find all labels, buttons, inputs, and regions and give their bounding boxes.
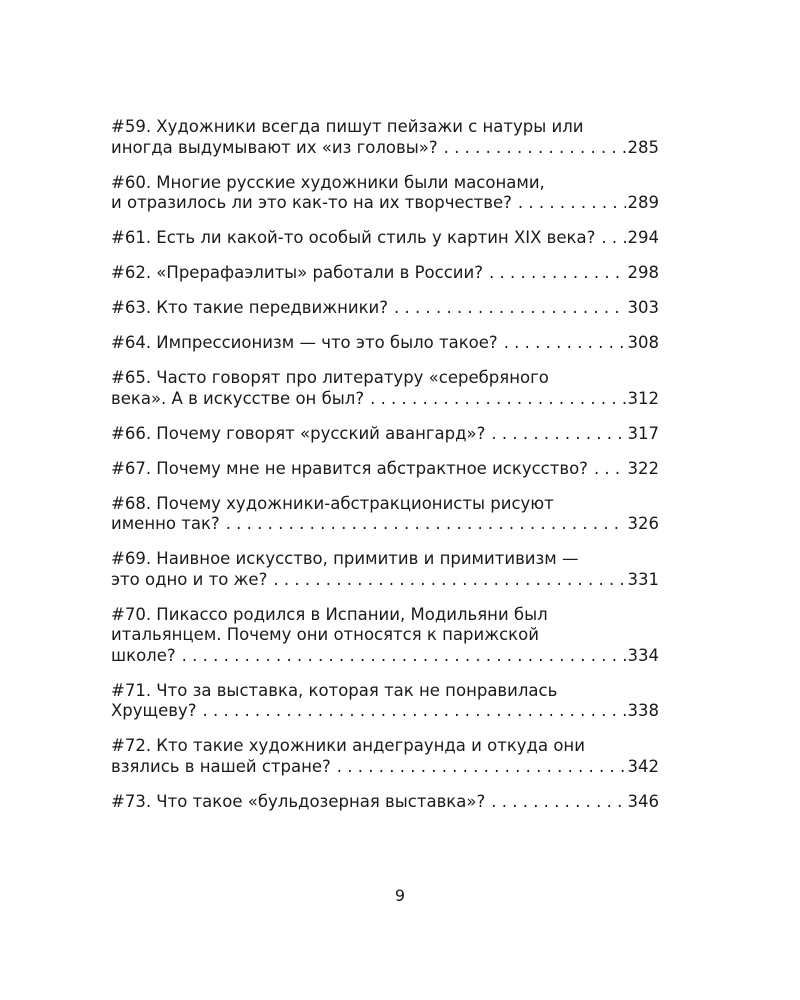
toc-entry[interactable] xyxy=(111,459,659,480)
toc-entry-title: итальянцем. Почему они относятся к парижской xyxy=(111,625,539,644)
toc-entry-line xyxy=(111,625,659,646)
toc-page-number: 289 xyxy=(627,193,659,212)
toc-entry-line xyxy=(111,228,659,249)
table-of-contents xyxy=(111,117,659,827)
toc-entry-line xyxy=(111,459,659,480)
toc-page-number: 312 xyxy=(627,388,659,408)
toc-entry-line xyxy=(111,570,659,591)
toc-entry-line xyxy=(111,757,659,778)
toc-entry-line xyxy=(111,514,659,535)
toc-entry-title: иногда выдумывают их «из головы»? xyxy=(111,137,438,157)
toc-page-number: 303 xyxy=(627,298,659,317)
toc-entry[interactable] xyxy=(111,228,659,249)
toc-entry-title: века». А в искусстве он был? xyxy=(111,388,365,408)
toc-entry-line xyxy=(111,681,659,702)
toc-entry-title: #62. «Прерафаэлиты» работали в России? xyxy=(111,263,483,282)
dot-leader xyxy=(588,459,626,480)
page-number: 9 xyxy=(394,886,406,905)
toc-entry-title: #64. Импрессионизм — что это было такое? xyxy=(111,333,498,352)
toc-entry-line xyxy=(111,736,659,757)
toc-entry-line xyxy=(111,605,659,626)
dot-leader xyxy=(438,138,626,159)
dot-leader xyxy=(485,424,625,445)
dot-leader xyxy=(485,792,625,813)
toc-entry[interactable] xyxy=(111,424,659,445)
toc-page-number: 298 xyxy=(627,263,659,282)
toc-entry-line xyxy=(111,424,659,445)
dot-leader xyxy=(220,514,626,535)
toc-page-number: 331 xyxy=(627,569,659,589)
toc-entry-line xyxy=(111,193,659,214)
toc-entry[interactable] xyxy=(111,792,659,813)
toc-entry-title: и отразилось ли это как-то на их творчестве? xyxy=(111,193,512,212)
toc-page-number: 317 xyxy=(627,423,659,443)
toc-entry-title: #68. Почему художники-абстракционисты рисуют xyxy=(111,493,554,513)
toc-page-number: 285 xyxy=(627,137,659,157)
toc-entry-title: #73. Что такое «бульдозерная выставка»? xyxy=(111,791,486,811)
toc-entry-line xyxy=(111,298,659,319)
toc-entry-title: именно так? xyxy=(111,514,220,533)
toc-entry-title: #61. Есть ли какой-то особый стиль у картин XIX века? xyxy=(111,228,596,247)
toc-page-number: 294 xyxy=(627,228,659,247)
dot-leader xyxy=(483,263,626,284)
toc-entry[interactable] xyxy=(111,333,659,354)
dot-leader xyxy=(196,701,625,722)
toc-entry-title: #69. Наивное искусство, примитив и примитивизм — xyxy=(111,549,579,568)
toc-page-number: 334 xyxy=(627,645,659,665)
toc-entry-line xyxy=(111,138,659,159)
toc-page-number: 346 xyxy=(627,791,659,811)
toc-entry-line xyxy=(111,701,659,722)
toc-entry-title: школе? xyxy=(111,645,176,665)
toc-entry[interactable] xyxy=(111,494,659,535)
toc-entry-title: это одно и то же? xyxy=(111,569,268,589)
toc-page-number: 326 xyxy=(627,514,659,533)
toc-entry-title: #65. Часто говорят про литературу «серебряного xyxy=(111,368,549,387)
toc-entry[interactable] xyxy=(111,605,659,667)
toc-entry-line xyxy=(111,333,659,354)
toc-entry-line xyxy=(111,368,659,389)
dot-leader xyxy=(388,298,625,319)
toc-entry-line xyxy=(111,389,659,410)
toc-entry-line xyxy=(111,646,659,667)
toc-entry-title: #60. Многие русские художники были масонами, xyxy=(111,172,545,192)
dot-leader xyxy=(331,757,626,778)
toc-entry-title: #59. Художники всегда пишут пейзажи с натуры или xyxy=(111,117,584,136)
toc-entry-title: Хрущеву? xyxy=(111,701,197,720)
toc-entry-title: #63. Кто такие передвижники? xyxy=(111,298,389,317)
toc-entry[interactable] xyxy=(111,263,659,284)
toc-entry[interactable] xyxy=(111,298,659,319)
dot-leader xyxy=(595,228,625,249)
dot-leader xyxy=(498,333,626,354)
toc-entry-title: #70. Пикассо родился в Испании, Модильяни был xyxy=(111,604,548,624)
dot-leader xyxy=(364,389,625,410)
toc-page-number: 338 xyxy=(627,701,659,720)
toc-entry[interactable] xyxy=(111,681,659,722)
dot-leader xyxy=(176,646,626,667)
toc-entry-title: #72. Кто такие художники андеграунда и откуда они xyxy=(111,736,585,755)
toc-entry-line xyxy=(111,494,659,515)
toc-page-number: 308 xyxy=(627,333,659,352)
toc-entry[interactable] xyxy=(111,368,659,409)
toc-entry[interactable] xyxy=(111,173,659,214)
toc-entry-title: #71. Что за выставка, которая так не понравилась xyxy=(111,680,558,700)
dot-leader xyxy=(267,570,625,591)
toc-entry[interactable] xyxy=(111,736,659,777)
toc-entry-title: #67. Почему мне не нравится абстрактное искусство? xyxy=(111,458,588,478)
toc-entry[interactable] xyxy=(111,549,659,590)
toc-entry-line xyxy=(111,117,659,138)
toc-entry-line xyxy=(111,549,659,570)
toc-entry-title: взялись в нашей стране? xyxy=(111,756,331,776)
toc-page-number: 322 xyxy=(627,458,659,478)
toc-entry-line xyxy=(111,792,659,813)
dot-leader xyxy=(512,193,626,214)
toc-entry[interactable] xyxy=(111,117,659,158)
toc-page-number: 342 xyxy=(627,756,659,776)
toc-entry-line xyxy=(111,263,659,284)
toc-entry-line xyxy=(111,173,659,194)
toc-entry-title: #66. Почему говорят «русский авангард»? xyxy=(111,423,486,443)
